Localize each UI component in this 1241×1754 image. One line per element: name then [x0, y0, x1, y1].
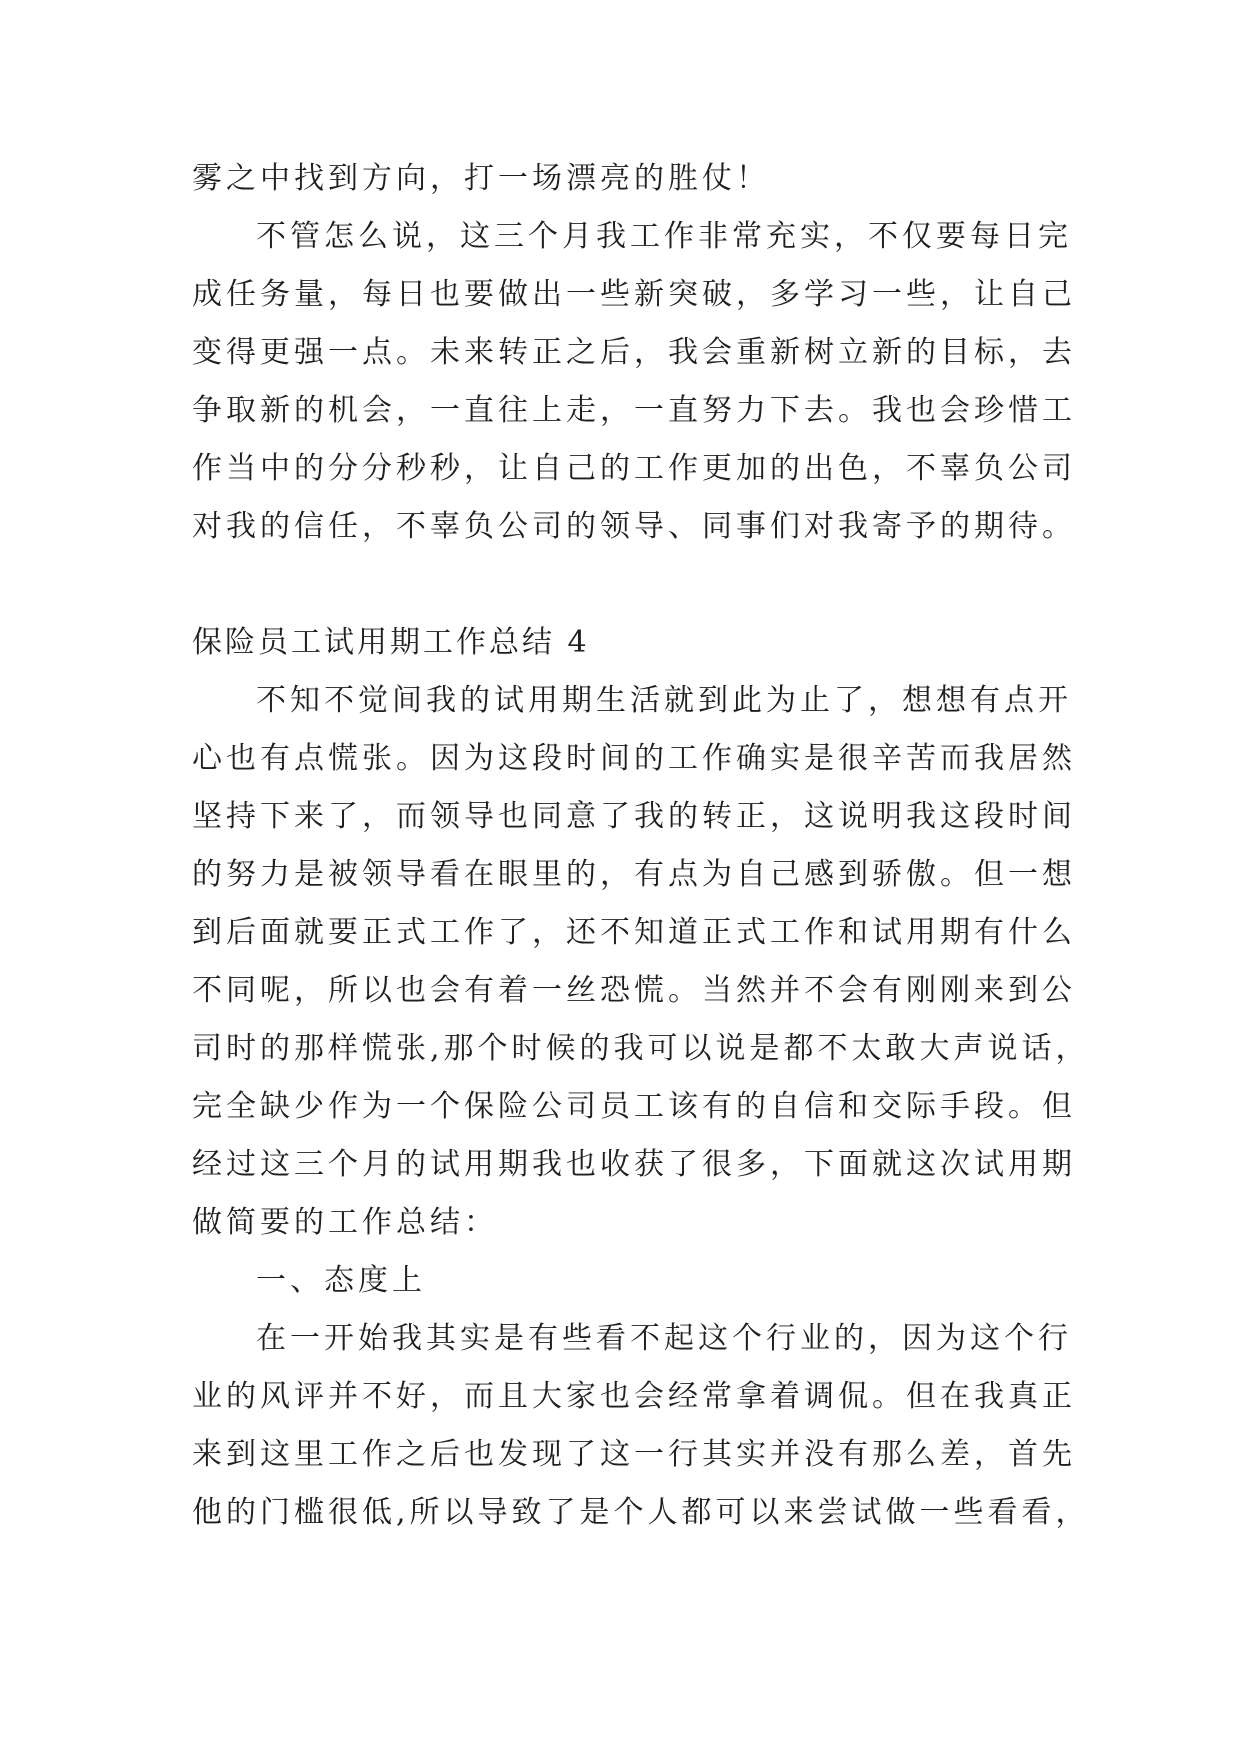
text-line: 司时的那样慌张,那个时候的我可以说是都不太敢大声说话， — [192, 1031, 1090, 1066]
text-line: 完全缺少作为一个保险公司员工该有的自信和交际手段。但 — [192, 1089, 1076, 1124]
text-line: 来到这里工作之后也发现了这一行其实并没有那么差，首先 — [192, 1437, 1076, 1472]
text-line: 业的风评并不好，而且大家也会经常拿着调侃。但在我真正 — [192, 1379, 1076, 1414]
text-line: 成任务量，每日也要做出一些新突破，多学习一些，让自己 — [192, 277, 1076, 312]
text-line: 坚持下来了，而领导也同意了我的转正，这说明我这段时间 — [192, 799, 1076, 834]
section-title: 保险员工试用期工作总结 4 — [192, 625, 590, 660]
text-line: 不知不觉间我的试用期生活就到此为止了，想想有点开 — [256, 683, 1072, 718]
text-line: 对我的信任，不辜负公司的领导、同事们对我寄予的期待。 — [192, 509, 1076, 544]
text-line: 经过这三个月的试用期我也收获了很多，下面就这次试用期 — [192, 1147, 1076, 1182]
text-line: 不管怎么说，这三个月我工作非常充实，不仅要每日完 — [256, 219, 1072, 254]
text-line: 变得更强一点。未来转正之后，我会重新树立新的目标，去 — [192, 335, 1076, 370]
paragraph-intro — [192, 672, 1090, 1252]
text-line: 不同呢，所以也会有着一丝恐慌。当然并不会有刚刚来到公 — [192, 973, 1076, 1008]
subheading: 一、态度上 — [256, 1263, 426, 1298]
paragraph-continuation — [192, 150, 1072, 208]
document-body — [192, 150, 1090, 1542]
text-line: 争取新的机会，一直往上走，一直努力下去。我也会珍惜工 — [192, 393, 1076, 428]
text-line: 雾之中找到方向，打一场漂亮的胜仗！ — [192, 161, 770, 196]
paragraph-attitude — [192, 1310, 1090, 1542]
text-line: 作当中的分分秒秒，让自己的工作更加的出色，不辜负公司 — [192, 451, 1076, 486]
text-line: 他的门槛很低,所以导致了是个人都可以来尝试做一些看看， — [192, 1495, 1090, 1530]
text-line: 做简要的工作总结： — [192, 1205, 498, 1240]
text-line: 在一开始我其实是有些看不起这个行业的，因为这个行 — [256, 1321, 1072, 1356]
paragraph-summary — [192, 208, 1076, 556]
text-line: 的努力是被领导看在眼里的，有点为自己感到骄傲。但一想 — [192, 857, 1076, 892]
paragraph-spacer — [192, 556, 1072, 614]
text-line: 心也有点慌张。因为这段时间的工作确实是很辛苦而我居然 — [192, 741, 1076, 776]
text-line: 到后面就要正式工作了，还不知道正式工作和试用期有什么 — [192, 915, 1076, 950]
